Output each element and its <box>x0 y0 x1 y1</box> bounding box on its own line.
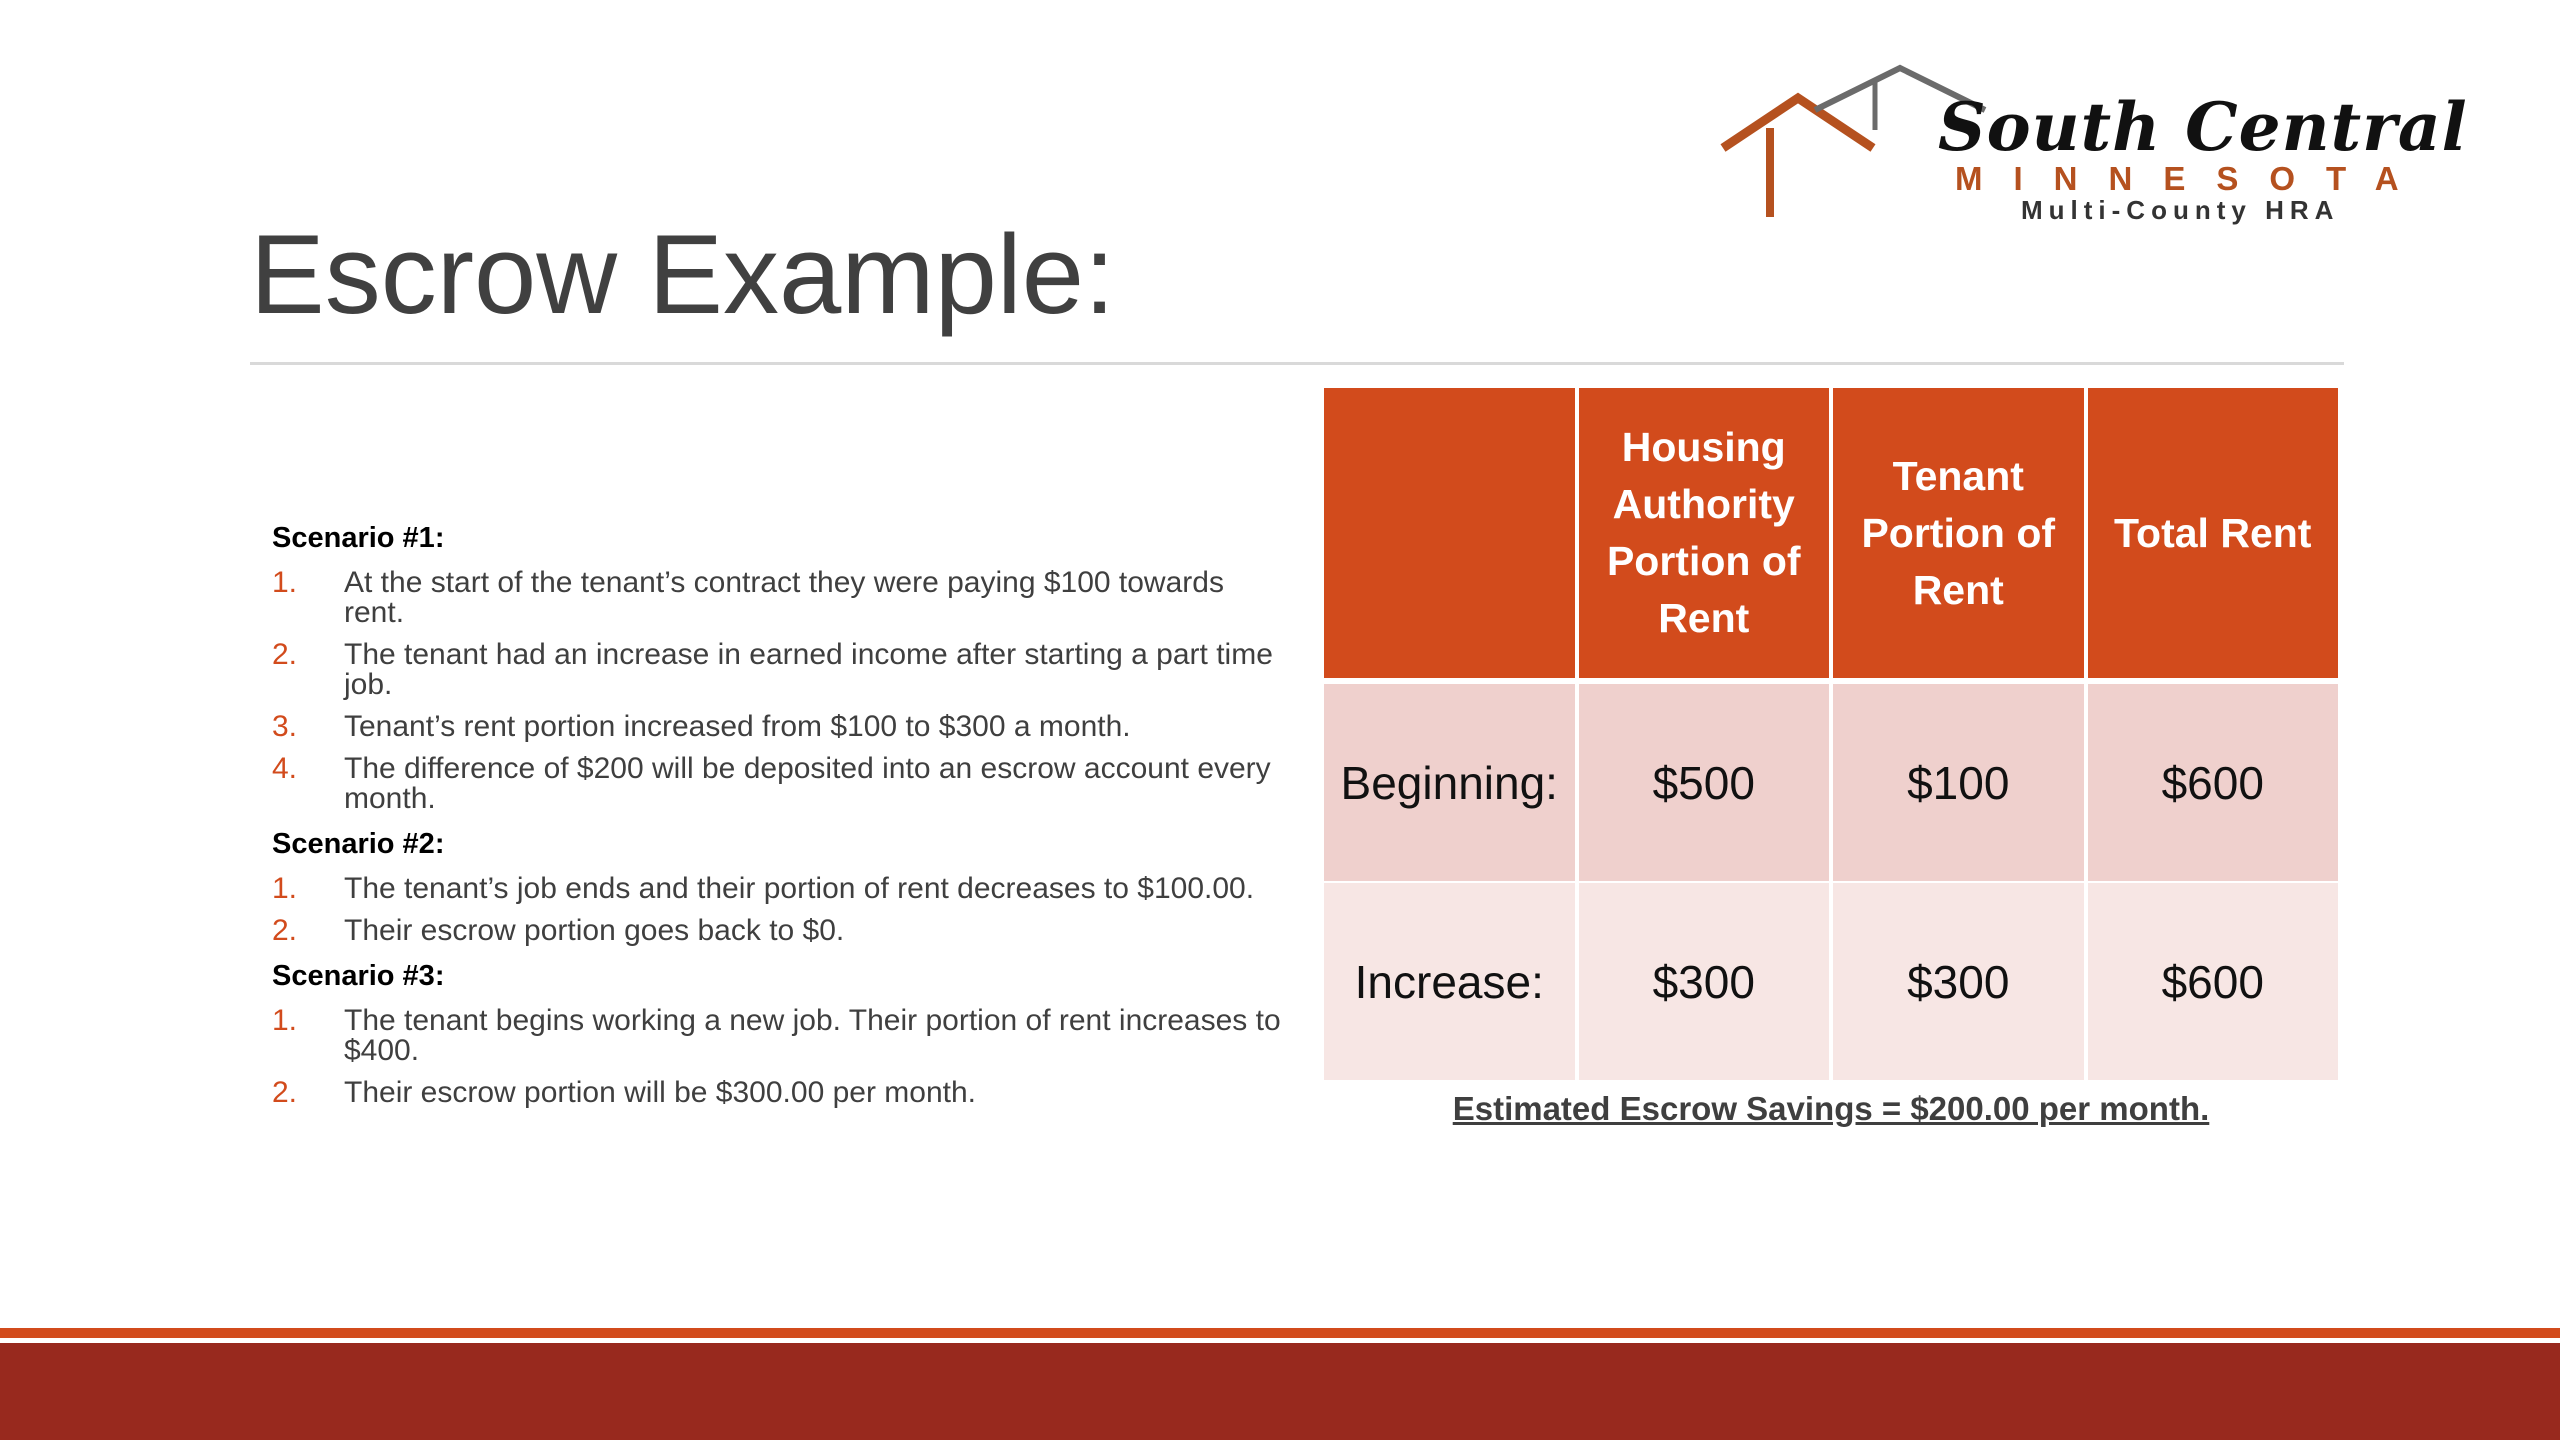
row-label: Increase: <box>1324 883 1575 1080</box>
list-item <box>272 640 1282 700</box>
table-row <box>1324 684 2338 883</box>
item-number: 4. <box>272 752 298 785</box>
table-row <box>1324 883 2338 1080</box>
item-text: The difference of $200 will be deposited into an escrow account every month. <box>344 752 1271 815</box>
table-cell: $300 <box>1833 883 2084 1080</box>
rent-comparison-table <box>1320 388 2342 1080</box>
slide-title: Escrow Example: <box>250 212 1116 337</box>
item-number: 1. <box>272 872 298 905</box>
list-item <box>272 916 1282 946</box>
item-number: 1. <box>272 1004 298 1037</box>
footer-bar <box>0 1343 2560 1440</box>
organization-logo <box>1715 60 2468 230</box>
list-item <box>272 754 1282 814</box>
table-header-blank <box>1324 388 1575 684</box>
table-cell: $500 <box>1579 684 1830 883</box>
item-text: The tenant begins working a new job. Their portion of rent increases to $400. <box>344 1004 1281 1067</box>
table-header-total-rent: Total Rent <box>2088 388 2339 684</box>
footer-accent-stripe <box>0 1328 2560 1338</box>
scenario-heading: Scenario #2: <box>272 828 445 860</box>
list-item <box>272 568 1282 628</box>
scenario-items <box>272 874 1282 946</box>
scenario-items <box>272 568 1282 814</box>
scenario-heading: Scenario #3: <box>272 960 445 992</box>
title-divider <box>250 362 2344 365</box>
list-item <box>272 1006 1282 1066</box>
item-text: The tenant’s job ends and their portion of rent decreases to $100.00. <box>344 872 1255 905</box>
item-number: 2. <box>272 914 298 947</box>
item-number: 2. <box>272 1076 298 1109</box>
list-item <box>272 874 1282 904</box>
escrow-savings-note: Estimated Escrow Savings = $200.00 per month. <box>1452 1090 2210 1127</box>
item-number: 2. <box>272 638 298 671</box>
scenario-items <box>272 1006 1282 1108</box>
scenario-heading: Scenario #1: <box>272 522 445 554</box>
item-text: The tenant had an increase in earned income after starting a part time job. <box>344 638 1273 701</box>
item-text: Their escrow portion goes back to $0. <box>344 914 845 947</box>
table-cell: $600 <box>2088 684 2339 883</box>
logo-subtitle: Multi-County HRA <box>2021 195 2340 225</box>
list-item <box>272 1078 1282 1108</box>
table-cell: $600 <box>2088 883 2339 1080</box>
row-label: Beginning: <box>1324 684 1575 883</box>
table-cell: $300 <box>1579 883 1830 1080</box>
table-header-tenant-portion: Tenant Portion of Rent <box>1833 388 2084 684</box>
item-number: 1. <box>272 566 298 599</box>
logo-name: South Central <box>1938 88 2468 166</box>
item-text: Their escrow portion will be $300.00 per month. <box>344 1076 976 1109</box>
item-text: At the start of the tenant’s contract they were paying $100 towards rent. <box>344 566 1224 629</box>
item-text: Tenant’s rent portion increased from $100 to $300 a month. <box>344 710 1131 743</box>
logo-state: MINNESOTA <box>1955 160 2430 197</box>
scenario-list <box>272 520 1282 1120</box>
item-number: 3. <box>272 710 298 743</box>
list-item <box>272 712 1282 742</box>
table-header-row <box>1324 388 2338 684</box>
table-cell: $100 <box>1833 684 2084 883</box>
table-header-housing-authority: Housing Authority Portion of Rent <box>1579 388 1830 684</box>
